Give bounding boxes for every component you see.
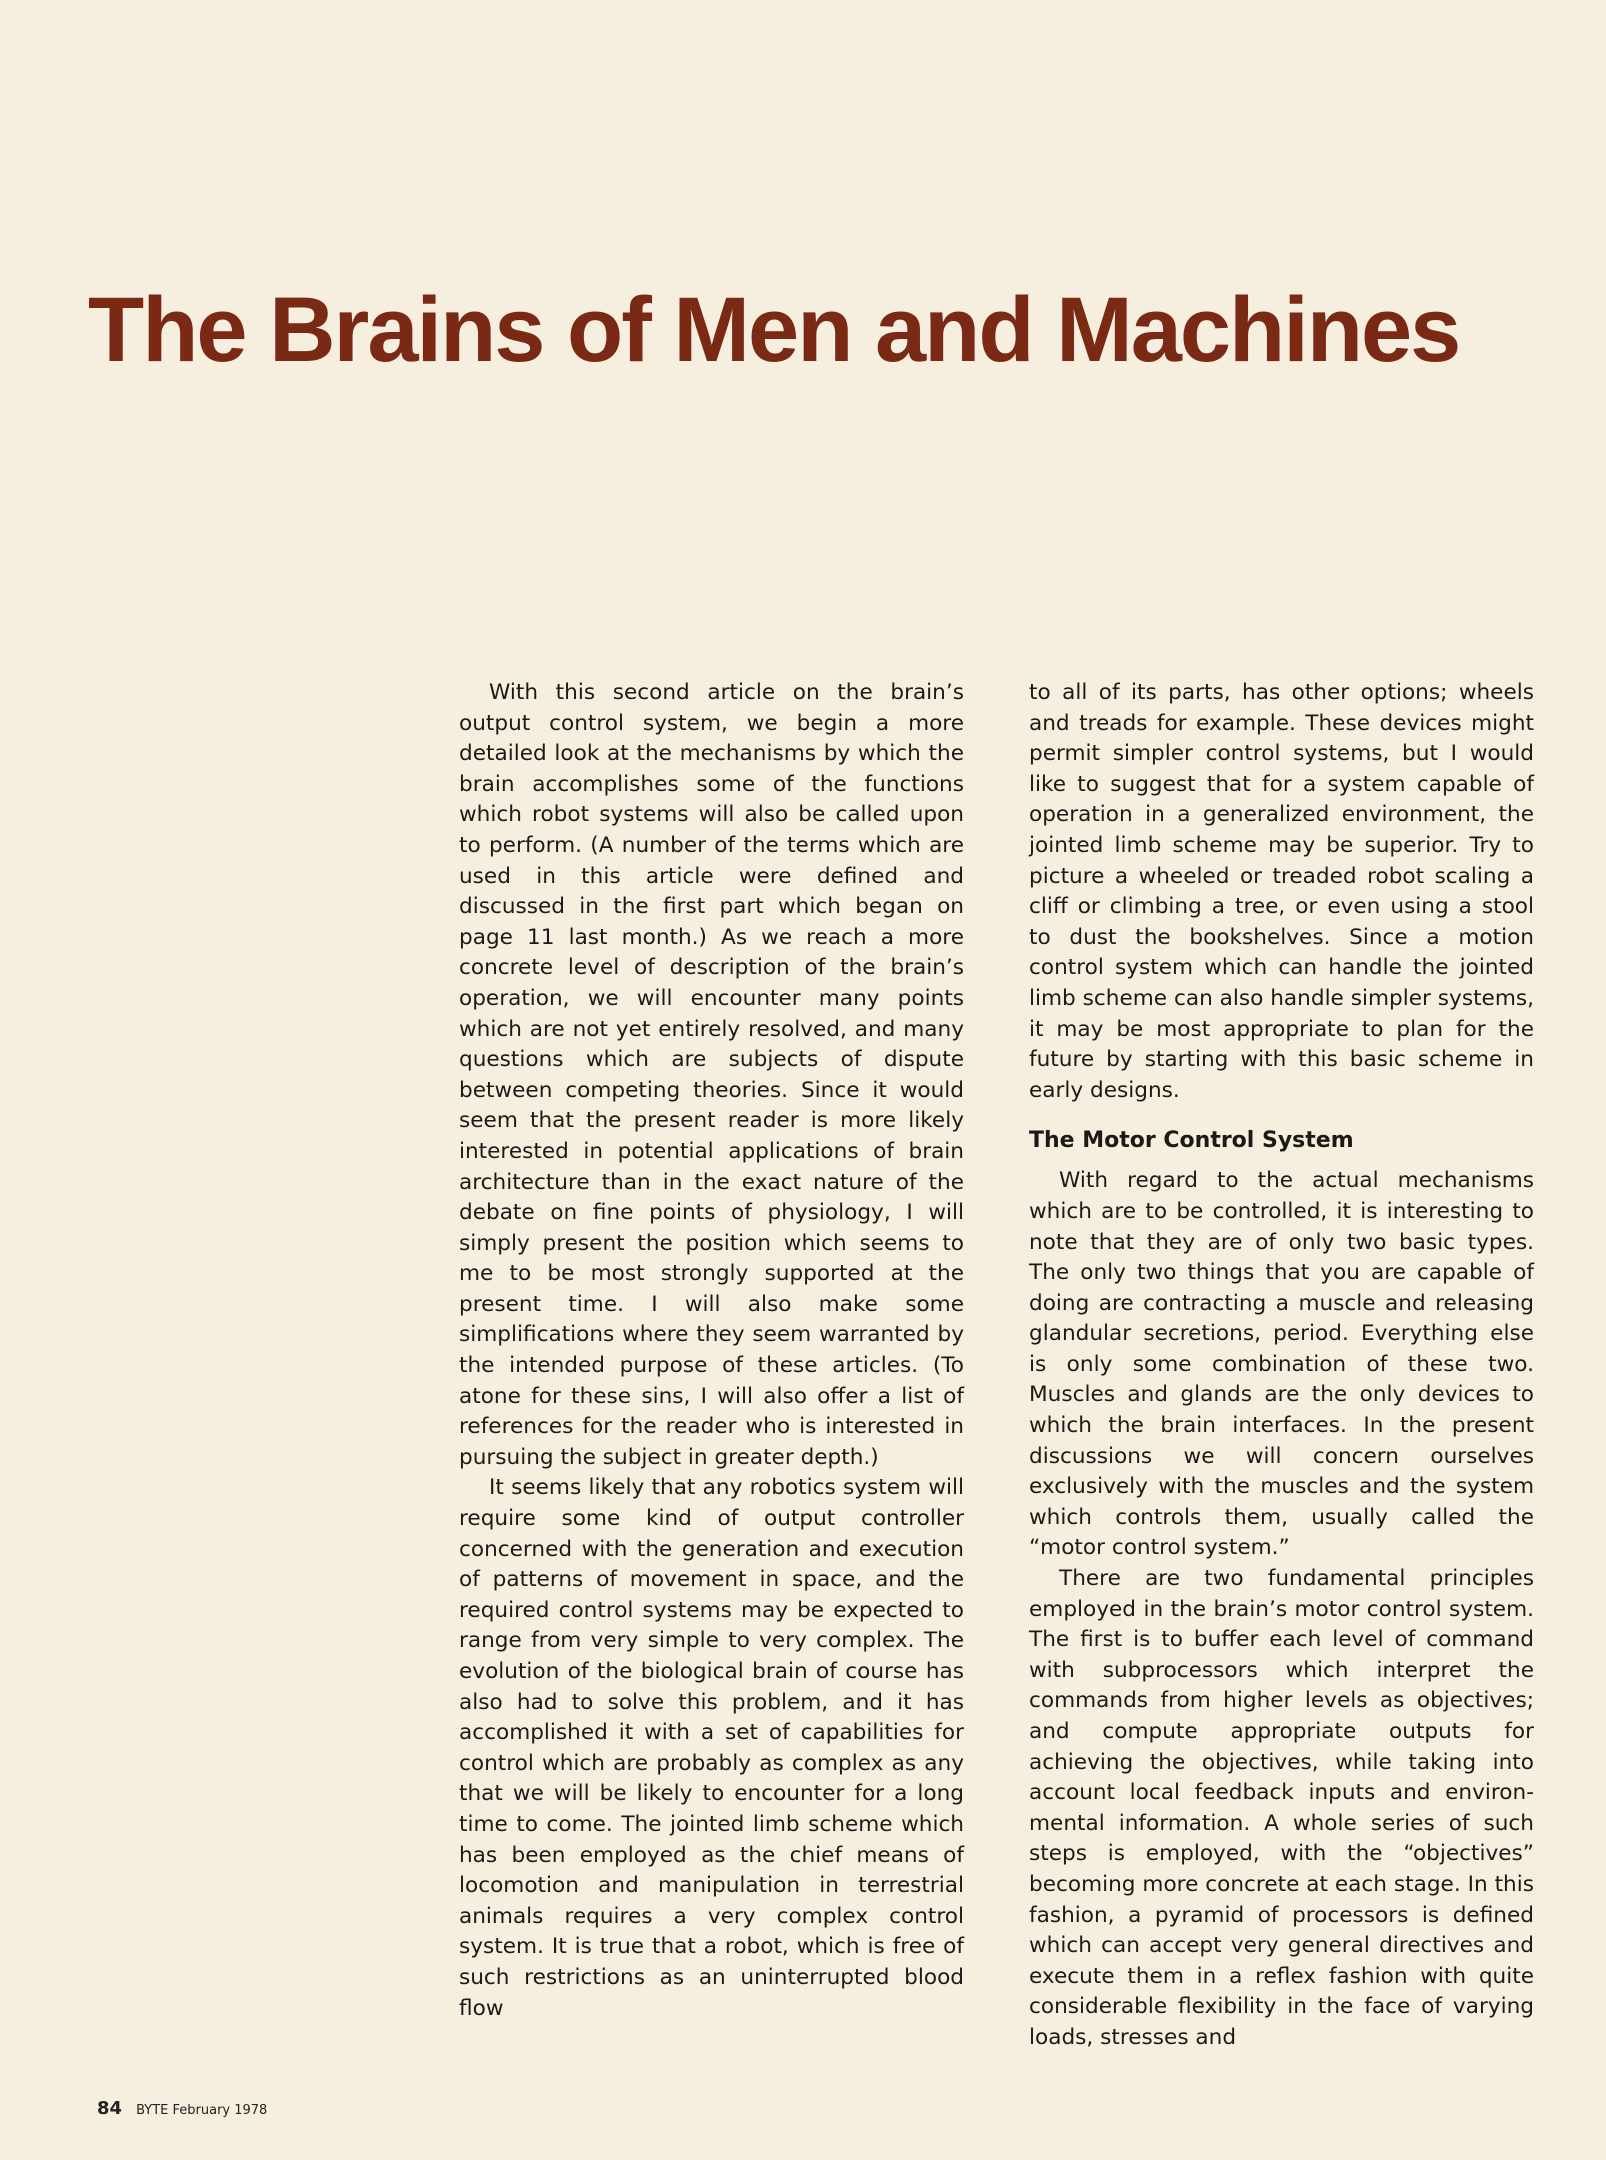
article-title: The Brains of Men and Machines	[88, 279, 1460, 381]
article-column-right	[1029, 678, 1534, 2054]
body-paragraph: It seems likely that any robotics system will require some kind of output controller concerned with the generation and execution of patterns of movement in space, and the required control systems may be expected to range from very simple to very complex. The evolution of the biological brain of course has also had to solve this problem, and it has accomplished it with a set of capabilities for control which are probably as complex as any that we will be likely to encounter for a long time to come. The jointed limb scheme which has been employed as the chief means of locomotion and manipulation in terrestrial animals requires a very complex control system. It is true that a robot, which is free of such restrictions as an uninterrupted blood flow	[459, 1475, 964, 2021]
page-number: 84	[97, 2098, 123, 2119]
section-heading: The Motor Control System	[1029, 1128, 1354, 1154]
publication-line: BYTE February 1978	[136, 2103, 268, 2118]
article-column-left	[459, 678, 964, 2024]
body-paragraph: With this second article on the brain’s output control system, we begin a more detailed look at the mechanisms by which the brain accomplishes some of the functions which robot systems will also be called upon to perform. (A number of the terms which are used in this article were defined and discussed in the first part which began on page 11 last month.) As we reach a more concrete level of description of the brain’s operation, we will encounter many points which are not yet entirely resolved, and many questions which are subjects of dispute between competing theories. Since it would seem that the present reader is more likely interested in potential applications of brain architecture than in the exact nature of the debate on fine points of physiology, I will simply present the position which seems to me to be most strongly supported at the present time. I will also make some simplifications where they seem warranted by the intended purpose of these articles. (To atone for these sins, I will also offer a list of references for the reader who is interested in pursuing the subject in greater depth.)	[459, 680, 964, 1470]
body-paragraph-continued: to all of its parts, has other options; wheels and treads for example. These devices might permit simpler control systems, but I would like to suggest that for a system capable of operation in a generalized environment, the jointed limb scheme may be superior. Try to picture a wheeled or treaded robot scaling a cliff or climbing a tree, or even using a stool to dust the bookshelves. Since a motion control system which can handle the jointed limb scheme can also handle simpler systems, it may be most appropriate to plan for the future by starting with this basic scheme in early designs.	[1029, 680, 1534, 1103]
body-paragraph: There are two fundamental principles employed in the brain’s motor control system. The first is to buffer each level of command with subprocessors which interpret the commands from higher levels as objectives; and compute appropriate outputs for achieving the objectives, while taking into account local feedback inputs and environmental information. A whole series of such steps is employed, with the “objectives” becoming more concrete at each stage. In this fashion, a pyramid of processors is defined which can accept very general directives and execute them in a reflex fashion with quite considerable flexibility in the face of varying loads, stresses and	[1029, 1566, 1534, 2050]
page-footer	[97, 2098, 267, 2119]
body-paragraph: With regard to the actual mechanisms which are to be controlled, it is interesting to note that they are of only two basic types. The only two things that you are capable of doing are contracting a muscle and releasing glandular secretions, period. Everything else is only some combination of these two. Muscles and glands are the only devices to which the brain interfaces. In the present discussions we will concern ourselves exclusively with the muscles and the system which controls them, usually called the “motor control system.”	[1029, 1168, 1534, 1561]
